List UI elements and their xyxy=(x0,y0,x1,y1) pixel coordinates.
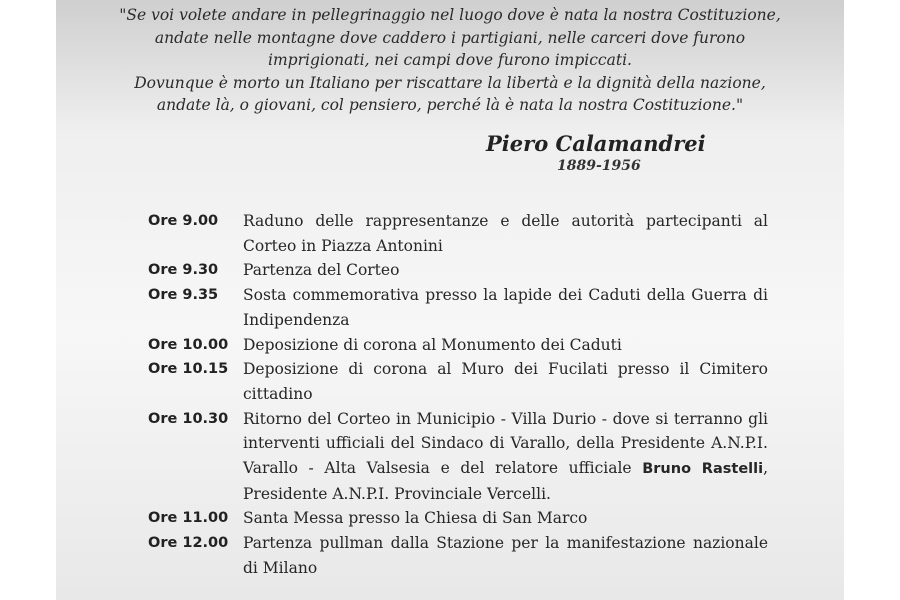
schedule-time: Ore 9.30 xyxy=(148,262,219,279)
schedule-entry xyxy=(148,407,768,507)
schedule-entry xyxy=(148,531,768,580)
quote-line: "Se voi volete andare in pellegrinaggio nel luogo dove è nata la nostra Costituzione, xyxy=(119,6,781,24)
schedule-entry xyxy=(148,258,768,283)
quote-line: Dovunque è morto un Italiano per riscattare la libertà e la dignità della nazione, xyxy=(134,73,766,92)
schedule-description: Partenza pullman dalla Stazione per la manifestazione nazionale di Milano xyxy=(243,534,768,577)
schedule-description: Deposizione di corona al Muro dei Fucilati presso il Cimitero cittadino xyxy=(243,360,768,403)
schedule-time: Ore 9.00 xyxy=(148,213,219,229)
schedule-entry xyxy=(148,209,768,258)
schedule-time: Ore 10.15 xyxy=(148,361,229,378)
schedule-entry xyxy=(148,506,768,531)
schedule-time: Ore 11.00 xyxy=(148,510,229,527)
calamandrei-quote xyxy=(0,4,900,117)
schedule-description: Deposizione di corona al Monumento dei Caduti xyxy=(243,335,622,354)
schedule-entry xyxy=(148,333,768,358)
schedule-description: Sosta commemorativa presso la lapide dei Caduti della Guerra di Indipendenza xyxy=(243,286,768,329)
quote-author: Piero Calamandrei xyxy=(486,131,706,156)
schedule-entry xyxy=(148,283,768,332)
quote-author-years: 1889-1956 xyxy=(557,158,641,174)
speaker-name: Bruno Rastelli xyxy=(642,461,764,478)
schedule-description: Raduno delle rappresentanze e delle autorità partecipanti al Corteo in Piazza Antonini xyxy=(243,212,768,255)
schedule-description: Partenza del Corteo xyxy=(243,261,400,280)
schedule-time: Ore 12.00 xyxy=(148,535,229,552)
schedule-text-part: Ritorno del Corteo in Municipio - Villa Durio - dove si terranno gli interventi ufficiali del Sindaco di Varallo, della Presidente A.N.P.I. Varallo - Alta Valsesia e del relatore ufficiale xyxy=(243,409,768,478)
schedule-entry xyxy=(148,357,768,406)
schedule-time: Ore 10.30 xyxy=(148,410,229,427)
quote-line: andate là, o giovani, col pensiero, perché là è nata la nostra Costituzione." xyxy=(156,96,744,114)
schedule-description xyxy=(243,407,768,507)
schedule-time: Ore 9.35 xyxy=(148,287,219,304)
quote-line: imprigionati, nei campi dove furono impiccati. xyxy=(268,51,632,69)
schedule-description: Santa Messa presso la Chiesa di San Marco xyxy=(243,509,588,528)
schedule-time: Ore 10.00 xyxy=(148,336,229,353)
schedule-text-part: , Presidente A.N.P.I. Provinciale Vercelli. xyxy=(243,459,768,503)
quote-line: andate nelle montagne dove caddero i partigiani, nelle carceri dove furono xyxy=(154,28,746,47)
event-schedule xyxy=(148,209,768,581)
